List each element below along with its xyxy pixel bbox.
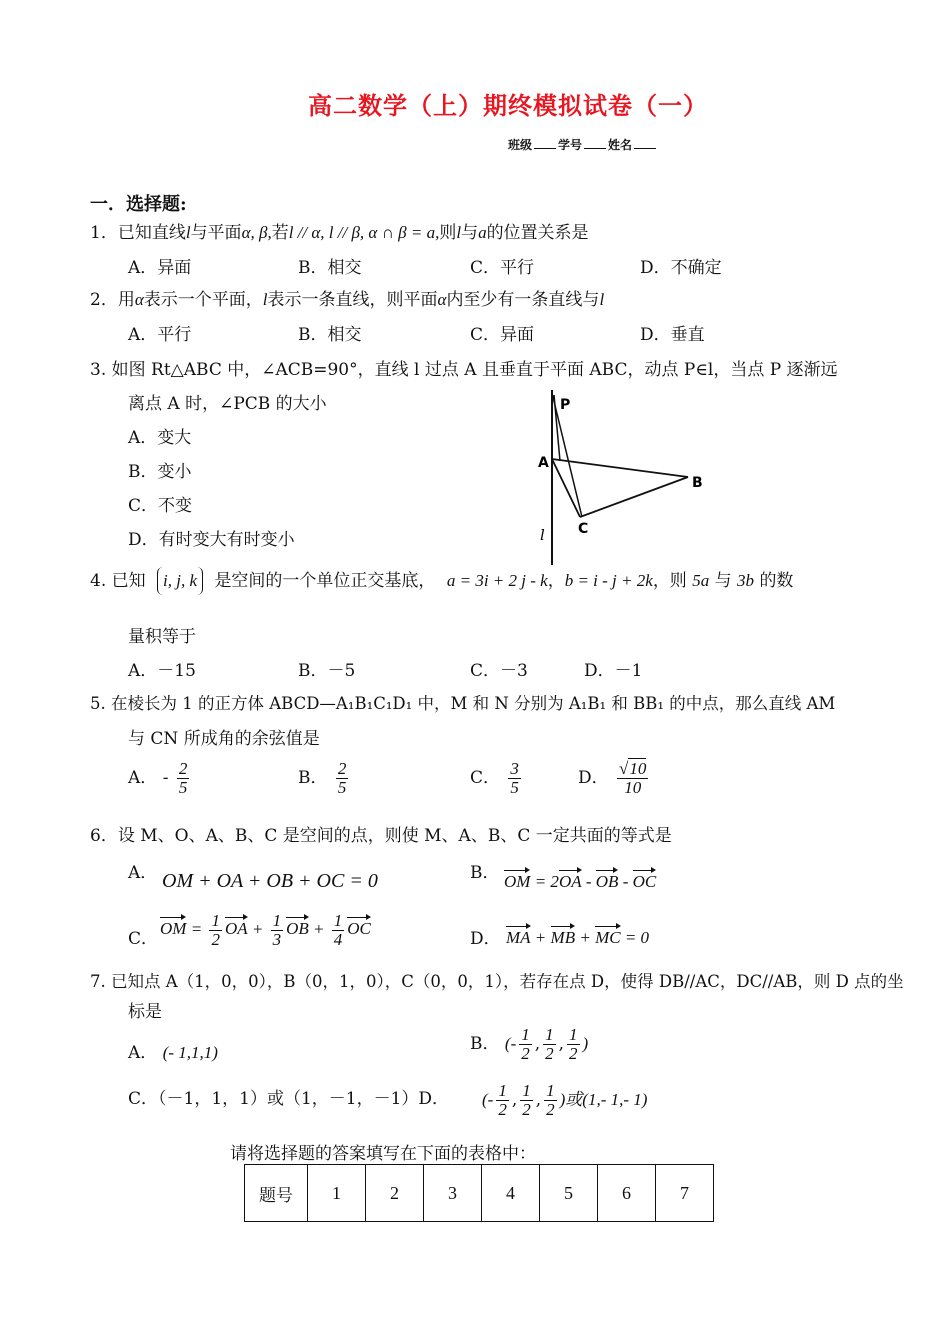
label-p: P xyxy=(560,397,571,413)
class-blank xyxy=(534,148,556,149)
table-header-cell: 题号 xyxy=(245,1165,308,1222)
q2-option-a: A．平行 xyxy=(128,325,192,345)
question-1: 1．已知直线l与平面α, β,若l // α, l // β, α ∩ β = a,则l与a的位置关系是 xyxy=(90,223,589,243)
answer-instruction: 请将选择题的答案填写在下面的表格中： xyxy=(230,1144,536,1164)
label-c: C xyxy=(578,521,589,537)
q5-option-b: B． $\frac{2}{5}$ xyxy=(298,759,347,797)
answer-table xyxy=(244,1164,714,1222)
answer-cell-2[interactable]: 2 xyxy=(366,1165,424,1222)
q1-option-d: D．不确定 xyxy=(640,258,722,278)
section-heading: 一．选择题: xyxy=(90,194,187,215)
q5-option-d: D． $\frac{√10}{10}$ xyxy=(578,759,647,797)
answer-cell-3[interactable]: 3 xyxy=(424,1165,482,1222)
q3-option-b: B．变小 xyxy=(128,462,192,482)
q3-option-d: D．有时变大有时变小 xyxy=(128,530,295,550)
name-label: 姓名 xyxy=(608,138,633,152)
q1-option-b: B．相交 xyxy=(298,258,362,278)
label-l: l xyxy=(540,526,545,544)
q4-option-c: C．－3 xyxy=(470,661,528,681)
answer-cell-5[interactable]: 5 xyxy=(540,1165,598,1222)
answer-cell-6[interactable]: 6 xyxy=(598,1165,656,1222)
q7-option-b: B． (- $\frac{1}{2}$ , $\frac{1}{2}$ , $\frac{1}{2}$ ) xyxy=(470,1025,589,1063)
q4-option-a: A．－15 xyxy=(128,661,196,681)
question-5-line2: 与 CN 所成角的余弦值是 xyxy=(128,729,320,749)
id-blank xyxy=(584,148,606,149)
q4-option-d: D．－1 xyxy=(584,661,643,681)
q1-option-c: C．平行 xyxy=(470,258,535,278)
answer-cell-4[interactable]: 4 xyxy=(482,1165,540,1222)
q6-option-d-expr: MA + MB + MC = 0 xyxy=(506,928,650,947)
q1-option-a: A．异面 xyxy=(128,258,192,278)
question-7-line2: 标是 xyxy=(128,1002,162,1022)
q4-basis: i, j, k xyxy=(157,567,203,595)
label-b: B xyxy=(692,475,703,491)
q5-option-a: A． - $\frac{2}{5}$ xyxy=(128,759,188,797)
segment-ac xyxy=(552,459,580,517)
q7-option-c: C．（－1，1，1）或（1，－1，－1）D． xyxy=(128,1089,450,1109)
q2-option-b: B．相交 xyxy=(298,325,362,345)
table-row xyxy=(245,1165,714,1222)
q3-option-c: C．不变 xyxy=(128,496,193,516)
question-5-line1: 5. 在棱长为 1 的正方体 ABCD—A₁B₁C₁D₁ 中，M 和 N 分别为 A₁B₁ 和 BB₁ 的中点，那么直线 AM xyxy=(90,694,836,713)
student-info xyxy=(508,136,658,153)
q3-figure xyxy=(530,385,720,570)
page-title: 高二数学（上）期终模拟试卷（一） xyxy=(308,91,708,120)
question-6-line1: 6．设 M、O、A、B、C 是空间的点，则使 M、A、B、C 一定共面的等式是 xyxy=(90,826,672,846)
answer-cell-1[interactable]: 1 xyxy=(308,1165,366,1222)
label-a: A xyxy=(538,455,549,471)
q2-option-d: D．垂直 xyxy=(640,325,705,345)
answer-cell-7[interactable]: 7 xyxy=(656,1165,714,1222)
q6-option-a-label: A． xyxy=(128,863,158,883)
question-3-line1: 3. 如图 Rt△ABC 中，∠ACB=90°，直线 l 过点 A 且垂直于平面 ABC，动点 P∈l，当点 P 逐渐远 xyxy=(90,360,838,380)
question-3-line2: 离点 A 时，∠PCB 的大小 xyxy=(128,394,327,414)
segment-cb xyxy=(580,477,688,517)
q7-option-a: A． (- 1,1,1) xyxy=(128,1043,218,1063)
q6-option-d-label: D． xyxy=(470,929,501,949)
question-2: 2．用α表示一个平面，l表示一条直线，则平面α内至少有一条直线与l xyxy=(90,290,605,310)
q5-option-c: C． $\frac{3}{5}$ xyxy=(470,759,519,797)
question-7-line1: 7. 已知点 A（1，0，0），B（0，1，0），C（0，0，1），若存在点 D，使得 DB//AC，DC//AB，则 D 点的坐 xyxy=(90,972,904,991)
q3-option-a: A．变大 xyxy=(128,428,192,448)
q6-option-a-expr: OM + OA + OB + OC = 0 xyxy=(162,870,378,892)
q2-option-c: C．异面 xyxy=(470,325,535,345)
q6-option-c-expr: OM = $\frac{1}{2}$ OA + $\frac{1}{3}$ OB + $\frac{1}{4}$ OC xyxy=(160,911,371,949)
q6-option-c-label: C． xyxy=(128,929,159,949)
question-4: 4. 已知 i, j, k 是空间的一个单位正交基底， a = 3i + 2 j - k，b = i - j + 2k，则 5a 与 3b 的数 xyxy=(90,566,793,595)
class-label: 班级 xyxy=(508,138,533,152)
question-4-line2: 量积等于 xyxy=(128,627,196,647)
q7-option-d: (- $\frac{1}{2}$ , $\frac{1}{2}$ , $\frac{1}{2}$ )或(1,- 1,- 1) xyxy=(482,1081,648,1119)
q4-option-b: B．－5 xyxy=(298,661,356,681)
q6-option-b-label: B． xyxy=(470,863,500,883)
q6-option-b-expr: OM = 2OA - OB - OC xyxy=(504,872,657,891)
name-blank xyxy=(634,148,656,149)
id-label: 学号 xyxy=(558,138,583,152)
